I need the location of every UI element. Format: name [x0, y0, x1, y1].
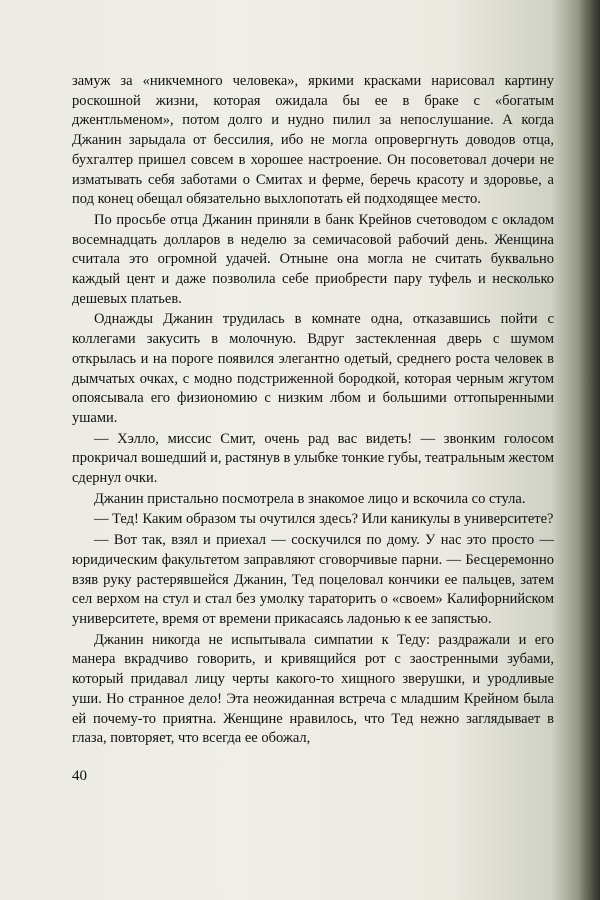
- paragraph: — Тед! Каким образом ты очутился здесь? Или каникулы в университете?: [94, 511, 554, 528]
- page-number: 40: [72, 768, 87, 784]
- page-gutter-shadow: [578, 0, 600, 900]
- body-text: [72, 72, 554, 750]
- paragraph: замуж за «никчемного человека», яркими красками нарисовал картину роскошной жизни, которая ожидала бы ее в браке с «богатым джентльменом», потом долго и нудно пилил за непослушание. А когда Джанин зарыдала от бессилия, ибо не могла опровергнуть доводов отца, бухгалтер пришел совсем в хорошее настроение. Он посоветовал дочери не изматывать себя заботами о Смитах и ферме, беречь красоту и здоровье, а под конец обещал обязательно выхлопотать ей подходящее место.: [72, 73, 554, 208]
- paragraph: По просьбе отца Джанин приняли в банк Крейнов счетоводом с окладом восемнадцать долларов в неделю за семичасовой рабочий день. Женщина считала это огромной удачей. Отныне она могла не считать буквально каждый цент и даже позволила себе приобрести пару туфель и несколько дешевых платьев.: [72, 211, 554, 307]
- paragraph: Джанин пристально посмотрела в знакомое лицо и вскочила со стула.: [94, 490, 526, 507]
- paragraph: Джанин никогда не испытывала симпатии к Теду: раздражали и его манера вкрадчиво говорить, и кривящийся рот с заостренными зубами, который придавал лицу черты какого-то хищного зверушки, и уродливые уши. Но странное дело! Эта неожиданная встреча с младшим Крейном была ей почему-то приятна. Женщине нравилось, что Тед нежно заглядывает в глаза, повторяет, что всегда ее обожал,: [72, 631, 554, 747]
- paragraph: — Хэлло, миссис Смит, очень рад вас видеть! — звонким голосом прокричал вошедший и, растянув в улыбке тонкие губы, театральным жестом сдернул очки.: [72, 430, 554, 487]
- paragraph: Однажды Джанин трудилась в комнате одна, отказавшись пойти с коллегами закусить в молочную. Вдруг застекленная дверь с шумом открылась и на пороге появился элегантно одетый, среднего роста человек в дымчатых очках, с модно подстриженной бородкой, которая черным жгутом опоясывала его физиономию с низким лбом и большими оттопыренными ушами.: [72, 311, 554, 426]
- paragraph: — Вот так, взял и приехал — соскучился по дому. У нас это просто — юридическим факультетом заправляют сговорчивые парни. — Бесцеремонно взяв руку растерявшейся Джанин, Тед поцеловал кончики ее пальцев, затем сел верхом на стул и стал без умолку тараторить о «своем» Калифорнийском университете, время от времени прикасаясь ладонью к ее запястью.: [72, 532, 554, 627]
